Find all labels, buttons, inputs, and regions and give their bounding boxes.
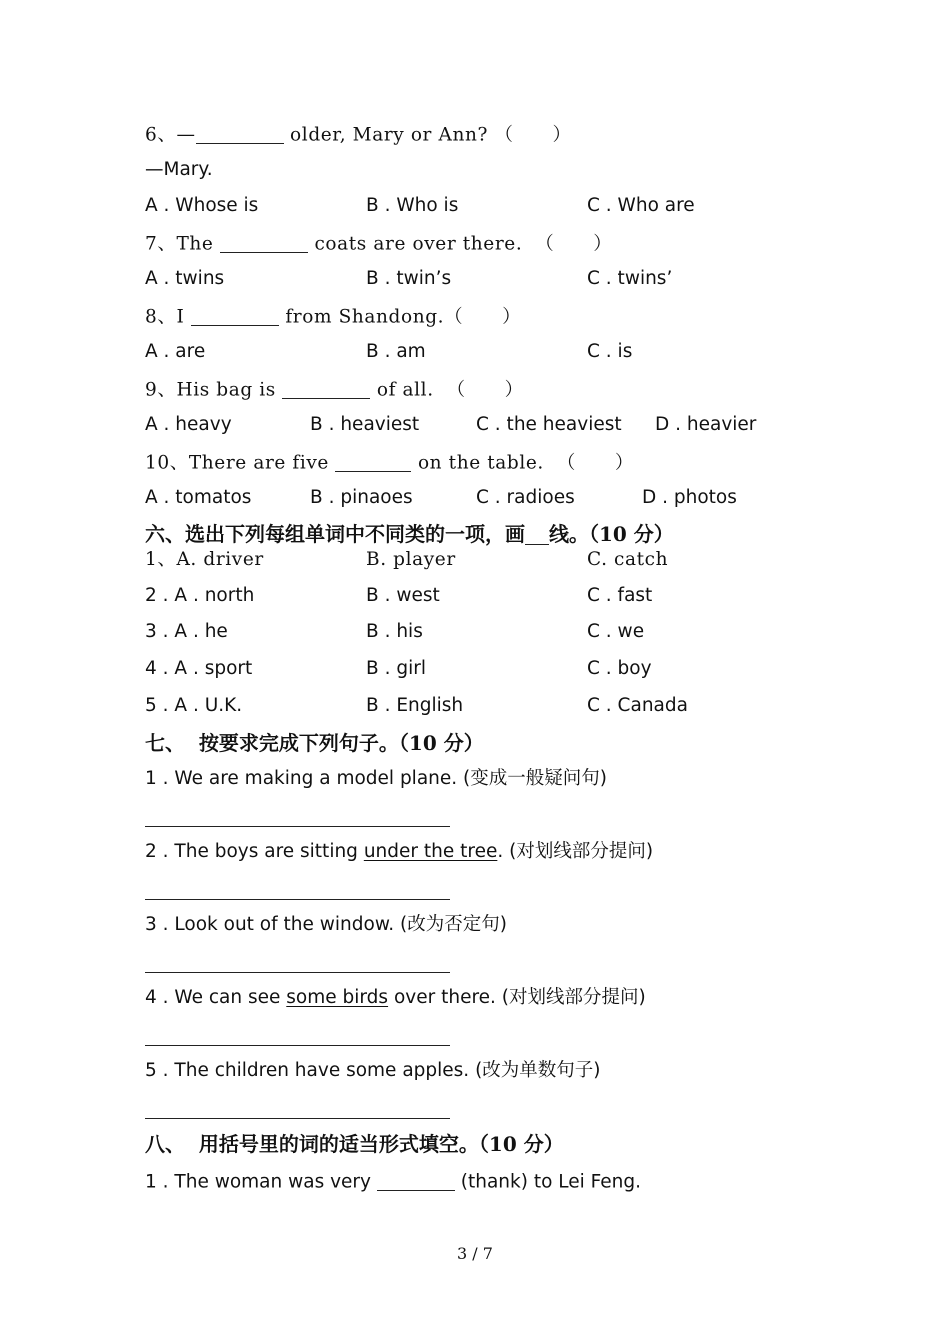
rewrite-question-5: 5 . The children have some apples. (改为单数句子) <box>145 1060 601 1081</box>
rewrite-question-4 <box>145 989 646 1008</box>
group-1-option-c: C. catch <box>587 549 669 570</box>
question-6-text: older, Mary or Ann? （ ） <box>283 124 572 146</box>
group-4-option-a: 4 . A . sport <box>145 658 253 679</box>
option-d: D . photos <box>642 487 737 508</box>
option-b: B . Who is <box>366 195 459 216</box>
section-7-title: 七、 按要求完成下列句子。（10 分） <box>145 731 484 755</box>
underlined-phrase: under the tree <box>363 841 498 862</box>
rewrite-question-1: 1 . We are making a model plane. (变成一般疑问句) <box>145 768 607 789</box>
blank <box>220 233 308 253</box>
section-6-title-suffix: 线。（10 分） <box>549 522 674 546</box>
section-8-title: 八、 用括号里的词的适当形式填空。（10 分） <box>145 1132 564 1156</box>
option-d: D . heavier <box>655 414 757 435</box>
group-2-option-b: B . west <box>366 585 440 606</box>
option-c: C . radioes <box>476 487 575 508</box>
fill-question-1 <box>145 1171 641 1192</box>
question-9-prefix: 9、His bag is <box>145 379 283 401</box>
question-9-text: of all. （ ） <box>370 379 524 401</box>
question-8-text: from Shandong.（ ） <box>278 306 522 328</box>
page-number: 3 / 7 <box>457 1244 493 1263</box>
question-9 <box>145 379 524 400</box>
option-a: A . tomatos <box>145 487 252 508</box>
underlined-phrase: some birds <box>286 987 389 1008</box>
blank <box>196 124 284 144</box>
question-text-suffix: (thank) to Lei Feng. <box>454 1171 642 1193</box>
instruction: . (对划线部分提问) <box>497 841 654 862</box>
blank <box>335 452 411 472</box>
option-c: C . is <box>587 341 633 362</box>
group-2-option-c: C . fast <box>587 585 653 606</box>
option-c: C . Who are <box>587 195 695 216</box>
question-7-prefix: 7、The <box>145 233 220 255</box>
answer-line[interactable] <box>145 1045 450 1046</box>
group-2-option-a: 2 . A . north <box>145 585 255 606</box>
question-6-number: 6、— <box>145 124 196 146</box>
group-1-option-b: B. player <box>366 549 456 570</box>
rewrite-question-2 <box>145 843 653 862</box>
group-3-option-b: B . his <box>366 621 423 642</box>
answer-line[interactable] <box>145 826 450 827</box>
group-5-option-c: C . Canada <box>587 695 688 716</box>
instruction: over there. (对划线部分提问) <box>388 987 646 1008</box>
question-7 <box>145 233 612 254</box>
question-8-prefix: 8、I <box>145 306 191 328</box>
answer-line[interactable] <box>145 1118 450 1119</box>
question-text: 4 . We can see <box>145 987 287 1008</box>
question-10-text: on the table. （ ） <box>411 452 634 474</box>
group-1-option-a: 1、A. driver <box>145 549 264 570</box>
answer-line[interactable] <box>145 972 450 973</box>
blank <box>191 306 279 326</box>
blank <box>525 524 549 545</box>
rewrite-question-3: 3 . Look out of the window. (改为否定句) <box>145 914 507 935</box>
blank <box>282 379 370 399</box>
group-3-option-c: C . we <box>587 621 645 642</box>
option-b: B . am <box>366 341 426 362</box>
question-6 <box>145 124 572 145</box>
group-4-option-c: C . boy <box>587 658 652 679</box>
question-6-answer: —Mary. <box>145 159 213 180</box>
question-8 <box>145 306 521 327</box>
section-6-title-text: 六、选出下列每组单词中不同类的一项，画 <box>145 522 525 546</box>
question-10-prefix: 10、There are five <box>145 452 336 474</box>
option-b: B . heaviest <box>310 414 420 435</box>
option-a: A . are <box>145 341 206 362</box>
group-4-option-b: B . girl <box>366 658 426 679</box>
group-5-option-a: 5 . A . U.K. <box>145 695 243 716</box>
group-3-option-a: 3 . A . he <box>145 621 228 642</box>
option-a: A . heavy <box>145 414 232 435</box>
blank[interactable] <box>377 1171 455 1191</box>
option-c: C . the heaviest <box>476 414 622 435</box>
option-a: A . twins <box>145 268 225 289</box>
option-c: C . twins’ <box>587 268 673 289</box>
question-7-text: coats are over there. （ ） <box>307 233 613 255</box>
question-text: 1 . The woman was very <box>145 1171 377 1193</box>
option-b: B . twin’s <box>366 268 452 289</box>
option-b: B . pinaoes <box>310 487 413 508</box>
option-a: A . Whose is <box>145 195 259 216</box>
section-6-title <box>145 524 674 545</box>
question-text: 2 . The boys are sitting <box>145 841 364 862</box>
answer-line[interactable] <box>145 899 450 900</box>
question-10 <box>145 452 634 473</box>
group-5-option-b: B . English <box>366 695 464 716</box>
